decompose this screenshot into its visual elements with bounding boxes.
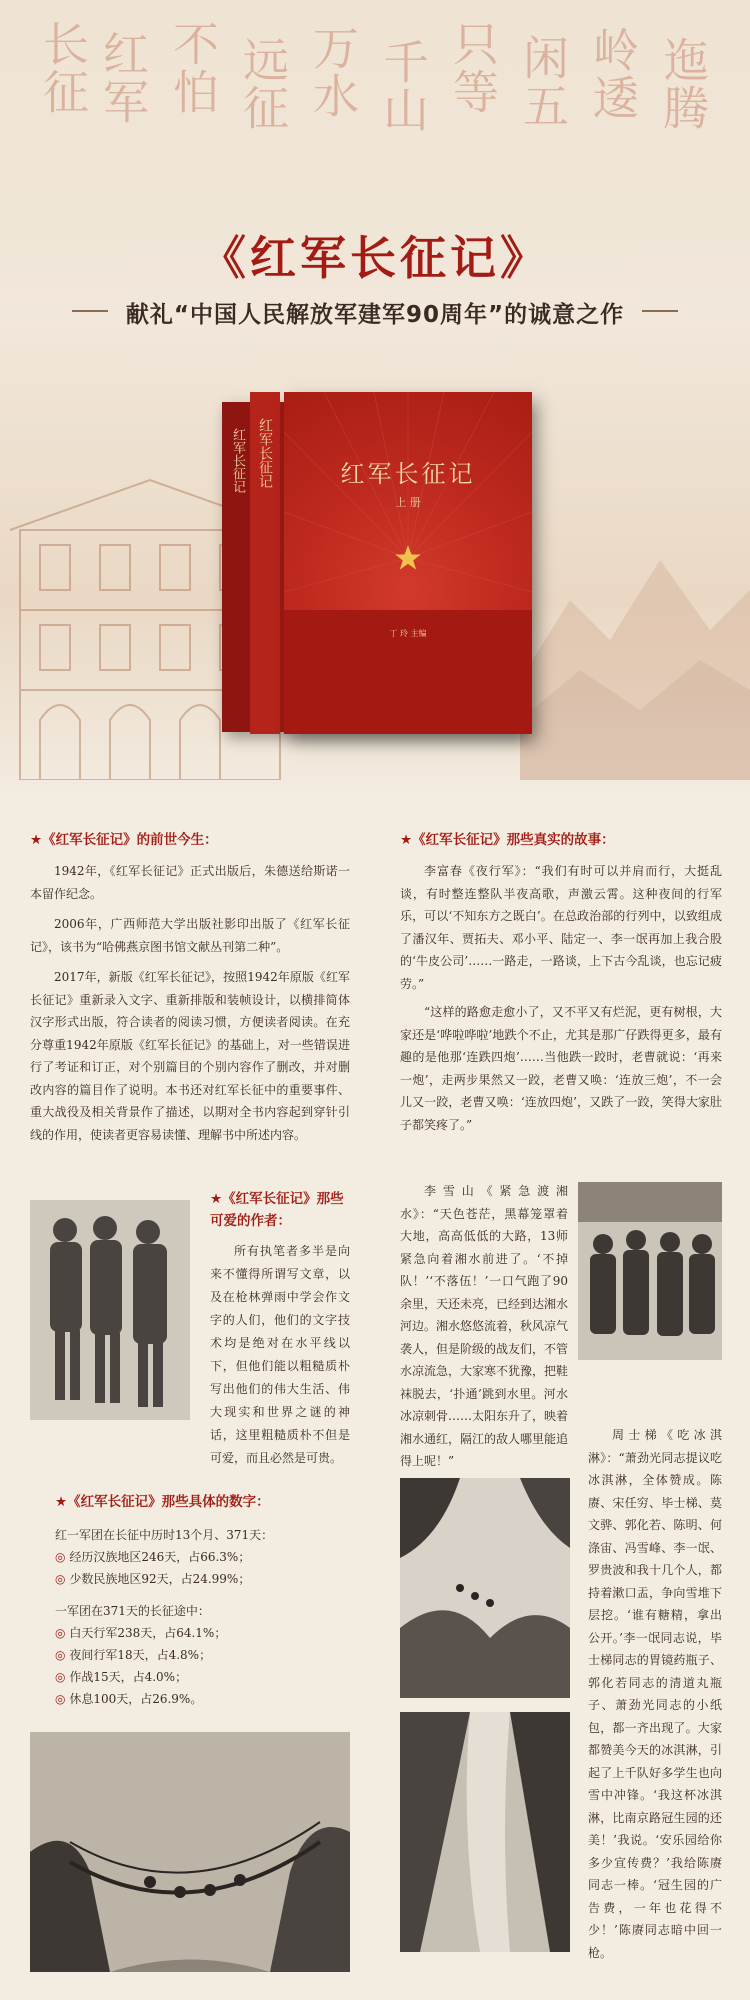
story-paragraph: “这样的路愈走愈小了，又不平又有烂泥，更有树根，大家还是‘哗啦哗啦’地跌个不止，尤其是那广仔跌得更多，最有趣的是他那‘连跌四炮’……当他跌一跤时，老曹就说：‘再来一炮’，走两步果然又一跤，老曹又唤：‘连放三炮’，不一会儿又一跤，老曹又唤：‘连放四炮’，又跌了一跤，笑得大家肚子都笑疼了。” [400, 1005, 722, 1132]
story-block-2 [400, 1180, 568, 1473]
list-item-text: 作战15天，占4.0%； [69, 1670, 188, 1684]
numbers-heading: ★《红军长征记》那些具体的数字： [55, 1494, 270, 1510]
list-item [55, 1644, 345, 1666]
numbers-intro: 红一军团在长征中历时13个月、371天： [55, 1528, 274, 1542]
mountain-illustration [520, 480, 750, 780]
book-volume-label: 上 册 [395, 496, 421, 509]
book-editor: 丁 玲 主编 [389, 629, 427, 638]
book-spine [250, 392, 280, 734]
list-item-text: 少数民族地区92天，占24.99%； [69, 1572, 251, 1586]
list-item [55, 1622, 345, 1644]
subtitle-dash-right [642, 310, 678, 312]
mountain-march-photo [400, 1478, 570, 1698]
bullet-icon: ◎ [55, 1572, 66, 1586]
list-item [55, 1688, 345, 1710]
page-title: 《红军长征记》 [200, 231, 550, 285]
book-cover-band [284, 610, 532, 734]
subtitle-row [0, 296, 750, 326]
numbers-section [55, 1490, 345, 1710]
bullet-icon: ◎ [55, 1670, 66, 1684]
authors-paragraph: 所有执笔者多半是向来不懂得所谓写文章，以及在枪林弹雨中学会作文字的人们，他们的文字技术均是绝对在水平线以下，但他们能以粗糙质朴写出他们的伟大生活、伟大现实和世界之谜的神话，这里粗糙质朴不但是可爱，而且必然是可贵。 [210, 1244, 350, 1465]
list-item [55, 1666, 345, 1688]
book-cover [284, 392, 532, 734]
stories-heading: ★《红军长征记》那些真实的故事： [400, 832, 615, 848]
bullet-icon: ◎ [55, 1550, 66, 1564]
list-item [55, 1546, 345, 1568]
page-subtitle: 献礼“中国人民解放军建军90周年”的诚意之作 [125, 302, 625, 328]
bridge-photo [30, 1732, 350, 1972]
story-paragraph: 周士梯《吃冰淇淋》：“萧劲光同志提议吃冰淇淋，全体赞成。陈赓、宋任穷、毕士梯、莫文骅、郭化若、陈明、何涤宙、冯雪峰、李一氓、罗贵波和我十几个人，都持着漱口盂，争向雪堆下层挖。‘谁有糖精，拿出公开。’李一氓同志说，毕士梯同志的胃镜药瓶子、郭化若同志的清道丸瓶子、萧劲光同志的小纸包，都一齐出现了。大家都赞美今天的冰淇淋，引起了上千队好多学生也向雪中冲锋。‘我这杯冰淇淋，比南京路冠生园的还美！’我说。‘安乐园给你多少宣传费？’我给陈赓同志一棒。‘冠生园的广告费，一年也花得不少！’陈赓同志暗中回一枪。 [588, 1428, 722, 1960]
book-back-spine [222, 402, 252, 732]
book-back-spine-title: 红军长征记 [230, 428, 245, 493]
origin-paragraph: 2017年，新版《红军长征记》，按照1942年原版《红军长征记》重新录入文字、重新排版和装帧设计，以横排简体汉字形式出版，符合读者的阅读习惯，方便读者阅读。在充分尊重1942年原版《红军长征记》的基础上，对一些错误进行了考证和订正，对个别篇目的个别内容作了删改，并对删改内容的篇目作了说明。本书还对红军长征中的重要事件、重大战役及相关背景作了描述，以期对全书内容起到穿针引线的作用，使读者更容易读懂、理解书中所述内容。 [30, 970, 350, 1142]
story-paragraph: 李雪山《紧急渡湘水》：“天色苍茫，黑幕笼罩着大地，高高低低的大路，13师紧急向着湘水前进了。‘不掉队！’‘不落伍！’一口气跑了90余里，天还未亮，已经到达湘水河边。湘水悠悠流着，秋风凉气袭人，但是阶级的战友们，不管水凉流急，大家寒不犹豫，把鞋袜脱去，‘扑通’跳到水里。河水冰凉刺骨……太阳东升了，映着湘水通红，隔江的敌人哪里能追得上呢！” [400, 1184, 569, 1468]
list-item-text: 夜间行军18天，占4.8%； [69, 1648, 212, 1662]
list-item-text: 休息100天，占26.9%。 [69, 1692, 203, 1706]
star-icon [394, 544, 422, 572]
origin-paragraph: 2006年，广西师范大学出版社影印出版了《红军长征记》，该书为“哈佛燕京图书馆文献丛刊第二种”。 [30, 917, 350, 954]
authors-section [210, 1188, 350, 1470]
story-paragraph: 李富春《夜行军》：“我们有时可以并肩而行，大挺乱谈，有时整连整队半夜高歌，声激云霄。这种夜间的行军乐，可以‘不知东方之既白’。在总政治部的行列中，以致组成了潘汉年、贾拓夫、邓小平、陆定一、李一氓再加上我合股的‘牛皮公司’……一路走，一路谈，上下古今乱谈，也忘记疲劳。” [400, 864, 722, 991]
authors-heading: ★《红军长征记》那些可爱的作者： [210, 1191, 344, 1229]
list-item [55, 1568, 345, 1590]
stories-section [400, 828, 722, 1136]
bullet-icon: ◎ [55, 1648, 66, 1662]
origin-heading: ★《红军长征记》的前世今生： [30, 832, 218, 848]
numbers-intro: 一军团在371天的长征途中： [55, 1604, 210, 1618]
book-cover-title: 红军长征记 [340, 460, 476, 488]
book-spine-title: 红军长征记 [257, 418, 273, 488]
origin-section [30, 828, 350, 1146]
bullet-icon: ◎ [55, 1626, 66, 1640]
story-block-3 [588, 1424, 722, 1964]
origin-paragraph: 1942年，《红军长征记》正式出版后，朱德送给斯诺一本留作纪念。 [30, 864, 350, 901]
authors-photo [30, 1200, 190, 1420]
river-valley-photo [400, 1712, 570, 1952]
list-item-text: 白天行军238天，占64.1%； [69, 1626, 227, 1640]
calligraphy-background: 长征 红军 不怕 远征 万水 千山 只等 闲五 岭逶 迤腾 [36, 20, 710, 134]
list-item-text: 经历汉族地区246天，占66.3%； [69, 1550, 251, 1564]
soldiers-photo [578, 1182, 722, 1360]
bullet-icon: ◎ [55, 1692, 66, 1706]
